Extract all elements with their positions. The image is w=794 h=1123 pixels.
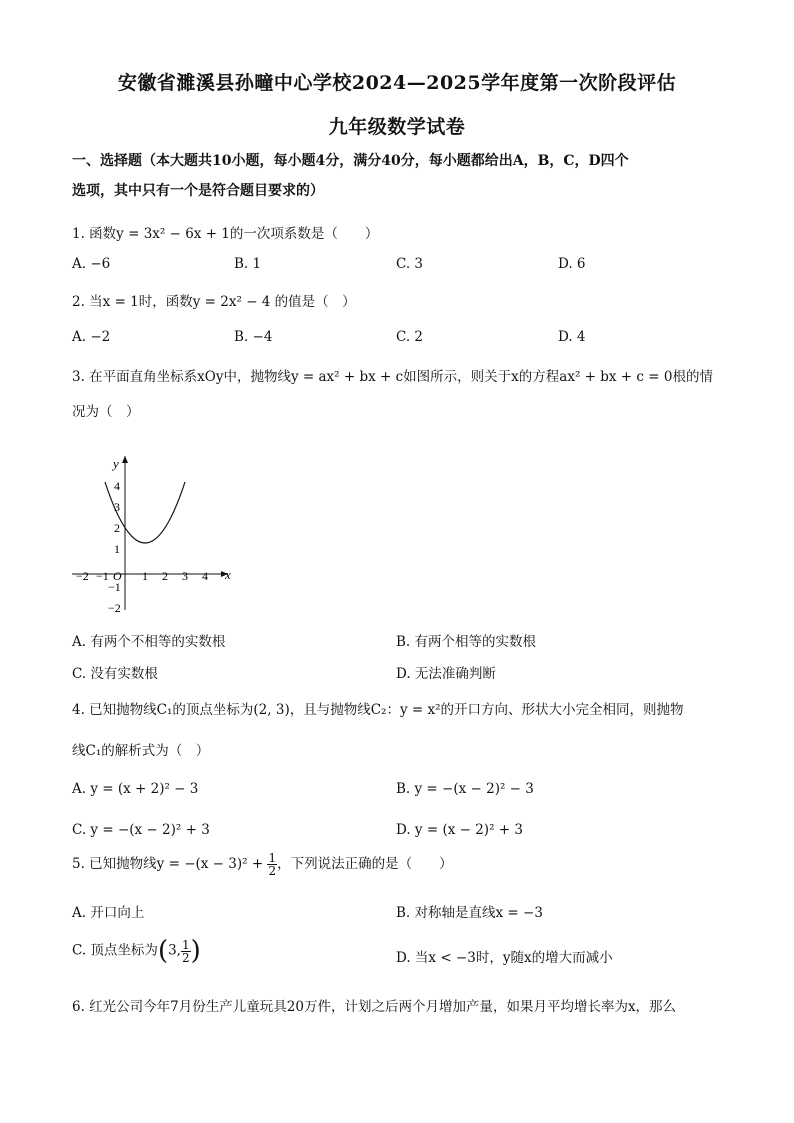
y-tick: −1: [108, 580, 121, 594]
q3-option-d[interactable]: D. 无法准确判断: [396, 666, 496, 682]
q2-option-c[interactable]: C. 2: [396, 329, 424, 345]
question-3-stem-line2: 况为（ ）: [72, 404, 140, 420]
exam-title-line2: 九年级数学试卷: [328, 116, 466, 138]
question-3-stem-line1: 3. 在平面直角坐标系xOy中，抛物线y = ax² + bx + c如图所示，则关于x的方程ax² + bx + c = 0根的情: [72, 369, 713, 385]
section-heading-line1: 一、选择题（本大题共10小题，每小题4分，满分40分，每小题都给出A，B，C，D四个: [72, 153, 629, 169]
q5-option-c[interactable]: [72, 936, 201, 966]
y-tick: 3: [114, 500, 120, 514]
q1-option-d[interactable]: D. 6: [558, 256, 586, 272]
parabola-graph: [70, 452, 240, 622]
q4-option-d[interactable]: D. y = (x − 2)² + 3: [396, 822, 523, 838]
x-tick: 2: [162, 569, 168, 583]
question-5-stem: [72, 852, 453, 877]
q5-point-denominator: 2: [181, 950, 190, 965]
y-tick: −2: [108, 601, 121, 615]
q4-option-b[interactable]: B. y = −(x − 2)² − 3: [396, 781, 534, 797]
q5-point-numerator: 1: [181, 937, 190, 952]
q3-option-c[interactable]: C. 没有实数根: [72, 666, 158, 682]
x-axis-label: x: [225, 567, 231, 582]
question-2-stem: 2. 当x = 1时，函数y = 2x² − 4 的值是（ ）: [72, 294, 356, 310]
q5-stem-prefix: 5. 已知抛物线y = −(x − 3)² +: [72, 856, 268, 872]
section-heading-line2: 选项，其中只有一个是符合题目要求的）: [72, 183, 324, 199]
q4-option-c[interactable]: C. y = −(x − 2)² + 3: [72, 822, 210, 838]
q5-option-a[interactable]: A. 开口向上: [72, 905, 145, 921]
paren-close: ): [190, 936, 201, 966]
origin-label: O: [113, 569, 122, 583]
q3-option-a[interactable]: A. 有两个不相等的实数根: [72, 634, 226, 650]
y-axis-label: y: [113, 456, 119, 471]
exam-title-line1: 安徽省濉溪县孙疃中心学校2024—2025学年度第一次阶段评估: [117, 72, 677, 94]
q1-option-c[interactable]: C. 3: [396, 256, 424, 272]
q3-option-b[interactable]: B. 有两个相等的实数根: [396, 634, 537, 650]
x-tick: 4: [202, 569, 208, 583]
question-4-stem-line1: 4. 已知抛物线C₁的顶点坐标为(2, 3)，且与抛物线C₂：y = x²的开口方向、形状大小完全相同，则抛物: [72, 702, 684, 718]
q5-point-fraction: [181, 939, 191, 964]
y-tick: 2: [114, 521, 120, 535]
q5-option-d[interactable]: D. 当x < −3时，y随x的增大而减小: [396, 950, 613, 966]
q4-option-a[interactable]: A. y = (x + 2)² − 3: [72, 781, 199, 797]
x-tick: −1: [96, 569, 109, 583]
question-4-stem-line2: 线C₁的解析式为（ ）: [72, 743, 210, 759]
q1-option-b[interactable]: B. 1: [234, 256, 262, 272]
y-axis-arrow: [122, 456, 128, 463]
x-tick: 3: [182, 569, 188, 583]
q2-option-d[interactable]: D. 4: [558, 329, 586, 345]
paren-open: (: [157, 936, 169, 966]
q1-option-a[interactable]: A. −6: [72, 256, 111, 272]
question-6-stem: 6. 红光公司今年7月份生产儿童玩具20万件，计划之后两个月增加产量，如果月平均增长率为x，那么: [72, 999, 677, 1015]
q5-option-b[interactable]: B. 对称轴是直线x = −3: [396, 905, 543, 921]
x-tick: 1: [142, 569, 148, 583]
q5-fraction: [267, 852, 277, 877]
q5-option-c-label: C. 顶点坐标为: [72, 942, 158, 959]
y-tick: 4: [114, 479, 120, 493]
x-tick: −2: [76, 569, 89, 583]
q5-stem-suffix: ，下列说法正确的是（ ）: [277, 856, 453, 872]
q5-point-x: 3,: [168, 942, 181, 959]
question-1-stem: 1. 函数y = 3x² − 6x + 1的一次项系数是（ ）: [72, 226, 379, 242]
q5-fraction-denominator: 2: [268, 864, 277, 878]
q2-option-a[interactable]: A. −2: [72, 329, 111, 345]
y-tick: 1: [114, 542, 120, 556]
q5-fraction-numerator: 1: [268, 851, 277, 865]
q2-option-b[interactable]: B. −4: [234, 329, 273, 345]
